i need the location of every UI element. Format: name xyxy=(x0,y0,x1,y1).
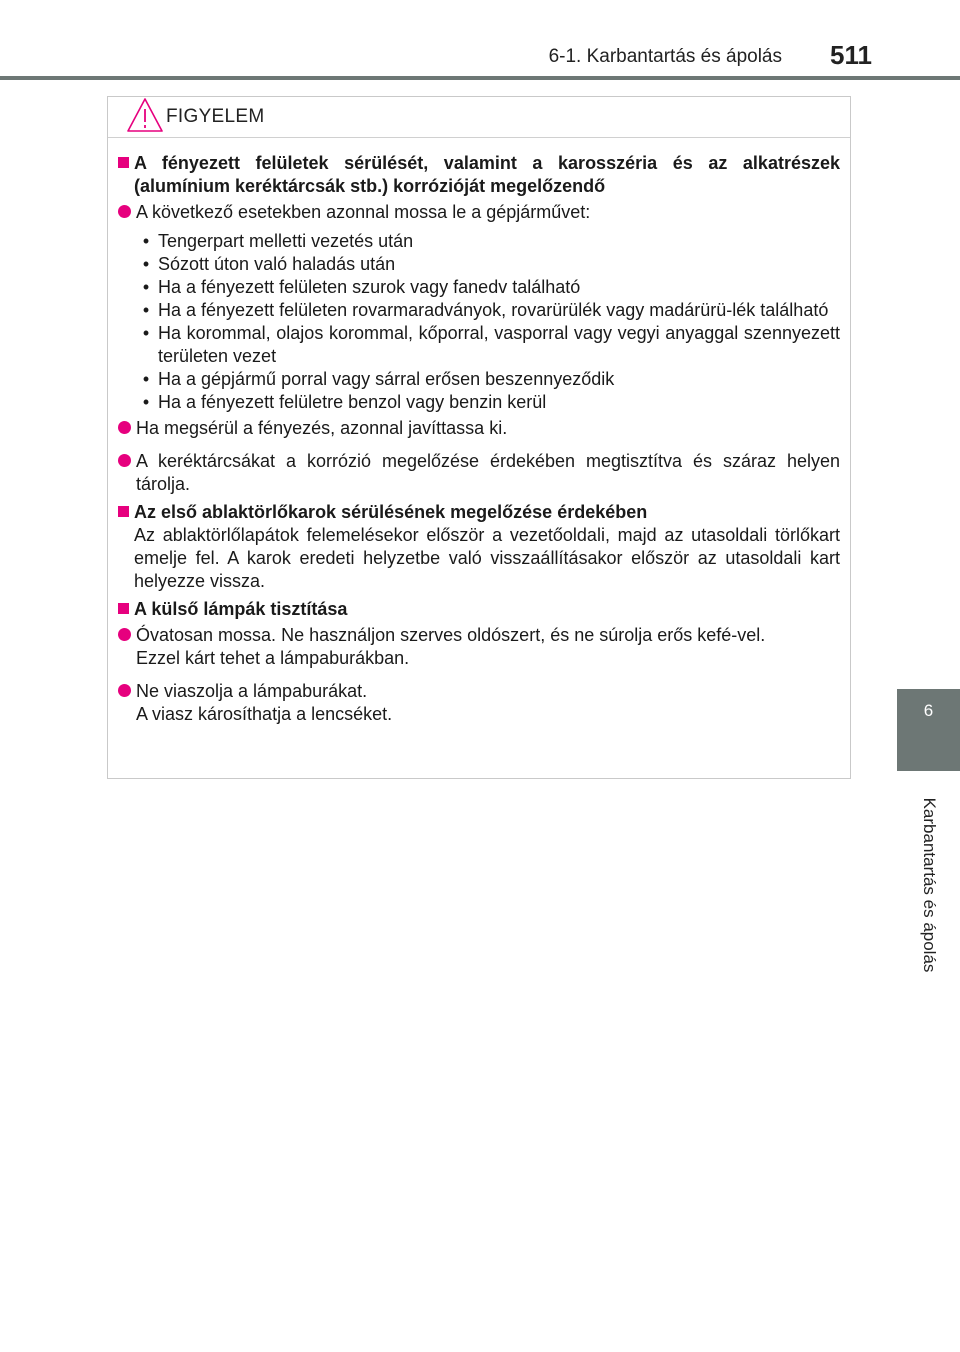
header-title: 6-1. Karbantartás és ápolás xyxy=(548,46,782,67)
warning-section xyxy=(118,152,840,496)
section-title: Az első ablaktörlőkarok sérülésének megelőzése érdekében xyxy=(134,502,648,522)
warning-body xyxy=(108,138,850,726)
bullet-text: Ha a fényezett felületre benzol vagy benzin kerül xyxy=(158,392,547,412)
bullet-text: Tengerpart melletti vezetés után xyxy=(158,231,414,251)
list-item xyxy=(134,417,840,440)
dot-bullet-icon: • xyxy=(142,392,150,412)
section-content xyxy=(134,501,840,593)
warning-title: FIGYELEM xyxy=(166,106,265,127)
square-bullet-icon xyxy=(118,603,129,614)
bullet-item xyxy=(136,368,840,391)
circle-bullet-icon xyxy=(118,628,131,641)
dot-bullet-icon: • xyxy=(142,254,150,274)
dot-bullet-icon: • xyxy=(142,300,150,320)
dot-bullet-icon: • xyxy=(142,369,150,389)
bullet-text: Ha a gépjármű porral vagy sárral erősen beszennyeződik xyxy=(158,369,615,389)
item-content xyxy=(136,201,840,414)
dot-bullet-icon: • xyxy=(142,231,150,251)
item-content xyxy=(136,680,840,726)
bullet-item xyxy=(136,230,840,253)
square-bullet-icon xyxy=(118,157,129,168)
bullet-item xyxy=(136,299,840,322)
item-note: A viasz károsíthatja a lencséket. xyxy=(136,704,393,724)
bullet-text: Sózott úton való haladás után xyxy=(158,254,396,274)
section-content xyxy=(134,152,840,496)
item-text: A következő esetekben azonnal mossa le a gépjárművet: xyxy=(136,202,591,222)
warning-triangle-icon xyxy=(126,97,164,133)
item-content xyxy=(136,624,840,670)
bullet-text: Ha korommal, olajos korommal, kőporral, vasporral vagy vegyi anyaggal szennyezett területen vezet xyxy=(158,323,840,366)
page-number: 511 xyxy=(830,40,872,70)
circle-bullet-icon xyxy=(118,684,131,697)
item-text: Óvatosan mossa. Ne használjon szerves oldószert, és ne súrolja erős kefé-vel. xyxy=(136,625,766,645)
section-title: A külső lámpák tisztítása xyxy=(134,599,348,619)
bullet-item xyxy=(136,391,840,414)
bullet-text: Ha a fényezett felületen rovarmaradványok, rovarürülék vagy madárürü-lék található xyxy=(158,300,829,320)
chapter-label: Karbantartás és ápolás xyxy=(920,797,939,973)
bullet-text: Ha a fényezett felületen szurok vagy fanedv található xyxy=(158,277,581,297)
list-item xyxy=(134,680,840,726)
circle-bullet-icon xyxy=(118,454,131,467)
warning-header xyxy=(108,97,850,138)
dot-bullet-icon: • xyxy=(142,277,150,297)
circle-bullet-icon xyxy=(118,421,131,434)
list-item xyxy=(134,450,840,496)
item-note: Ezzel kárt tehet a lámpaburákban. xyxy=(136,648,410,668)
item-text: Ha megsérül a fényezés, azonnal javíttassa ki. xyxy=(136,418,508,438)
list-item xyxy=(134,624,840,670)
item-text: Ne viaszolja a lámpaburákat. xyxy=(136,681,368,701)
bullet-item xyxy=(136,276,840,299)
section-title: A fényezett felületek sérülését, valamint a karosszéria és az alkatrészek (alumínium keréktárcsák stb.) korrózióját megelőzendő xyxy=(134,153,840,196)
section-text: Az ablaktörlőlapátok felemelésekor először a vezetőoldali, majd az utasoldali törlőkart emelje fel. A karok eredeti helyzetbe való visszaállításakor először az utasoldali kart helyezze vissza. xyxy=(134,525,840,591)
list-item xyxy=(134,201,840,414)
bullet-list xyxy=(136,230,840,414)
item-text: A keréktárcsákat a korrózió megelőzése érdekében megtisztítva és száraz helyen tárolja. xyxy=(136,451,840,494)
bullet-item xyxy=(136,322,840,368)
bullet-item xyxy=(136,253,840,276)
chapter-number: 6 xyxy=(923,701,934,720)
square-bullet-icon xyxy=(118,506,129,517)
warning-section xyxy=(118,501,840,593)
header-rule xyxy=(0,76,960,80)
warning-section xyxy=(118,598,840,726)
warning-box xyxy=(107,96,851,779)
section-content xyxy=(134,598,840,726)
chapter-tab xyxy=(897,689,960,771)
circle-bullet-icon xyxy=(118,205,131,218)
dot-bullet-icon: • xyxy=(142,323,150,343)
